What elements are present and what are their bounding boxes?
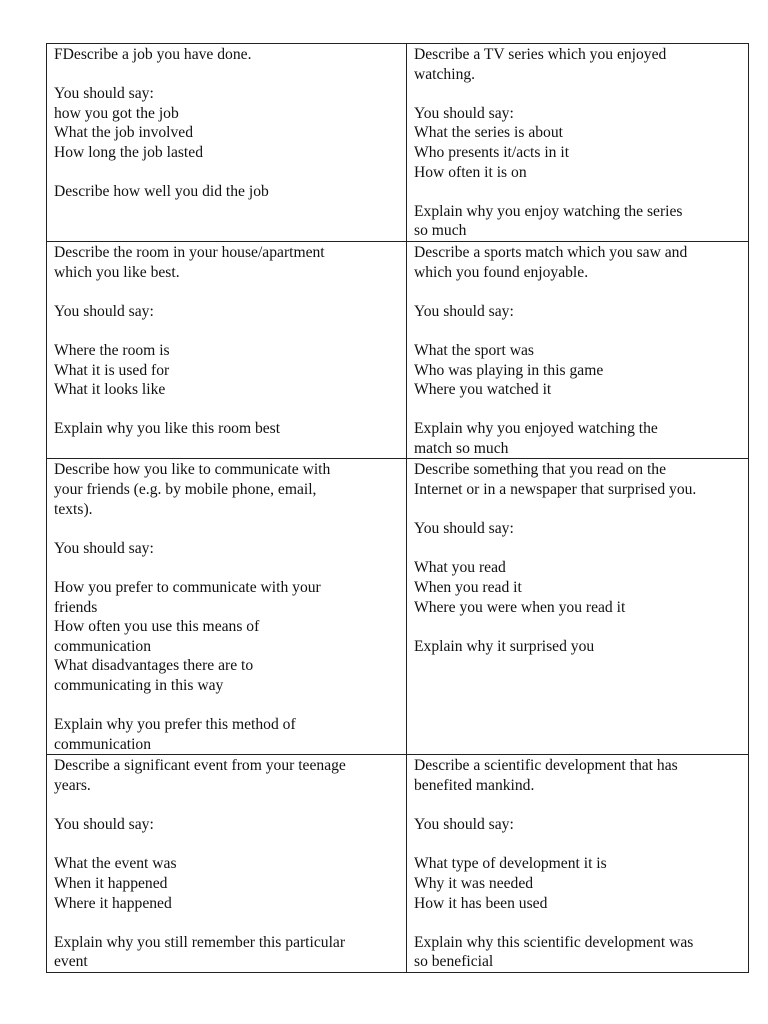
cue-point-line: Why it was needed <box>414 874 534 892</box>
spacer <box>414 282 742 302</box>
spacer <box>414 913 742 933</box>
explain-line: match so much <box>414 439 509 457</box>
cue-point-line: communication <box>54 637 152 655</box>
spacer <box>414 400 742 420</box>
topic-card <box>407 755 749 973</box>
spacer <box>54 913 400 933</box>
topic-card <box>47 755 407 973</box>
topic-cards-table <box>46 43 749 973</box>
spacer <box>54 519 400 539</box>
explain-line: Explain why you enjoyed watching the <box>414 420 658 438</box>
spacer <box>54 282 400 302</box>
cue-point-line: What the job involved <box>54 124 194 142</box>
explain-line: Explain why you still remember this particular <box>54 933 346 951</box>
card-row <box>47 241 749 459</box>
should-say-label: You should say: <box>54 539 154 557</box>
card-title-line: watching. <box>414 65 476 83</box>
explain-line: Explain why this scientific development was <box>414 933 694 951</box>
cue-point-line: How it has been used <box>414 894 548 912</box>
card-title-line: Describe a TV series which you enjoyed <box>414 46 667 63</box>
spacer <box>54 321 400 341</box>
explain-line: Describe how well you did the job <box>54 183 269 201</box>
card-title-line: Describe a scientific development that has <box>414 757 678 775</box>
spacer <box>414 321 742 341</box>
card-title-line: years. <box>54 776 91 794</box>
card-title-line: Describe something that you read on the <box>414 461 667 479</box>
cue-point-line: When it happened <box>54 874 168 892</box>
card-title-line: Describe the room in your house/apartment <box>54 243 325 261</box>
spacer <box>54 400 400 420</box>
topic-card <box>407 44 749 242</box>
cue-point-line: Where it happened <box>54 894 172 912</box>
cue-point-line: Who presents it/acts in it <box>414 143 570 161</box>
card-title-line: your friends (e.g. by mobile phone, email, <box>54 481 317 499</box>
spacer <box>414 84 742 104</box>
should-say-label: You should say: <box>414 104 514 122</box>
cue-point-line: how you got the job <box>54 104 179 122</box>
card-title-line: Describe how you like to communicate with <box>54 461 331 479</box>
cue-point-line: How often it is on <box>414 163 527 181</box>
card-title-line: Describe a significant event from your teenage <box>54 757 346 775</box>
spacer <box>54 796 400 816</box>
card-row <box>47 755 749 973</box>
topic-card <box>407 459 749 755</box>
should-say-label: You should say: <box>54 85 154 103</box>
card-title-line: which you found enjoyable. <box>414 263 589 281</box>
topic-card <box>407 241 749 459</box>
spacer <box>54 163 400 183</box>
cue-point-line: Where you watched it <box>414 381 552 399</box>
spacer <box>414 182 742 202</box>
explain-line: Explain why it surprised you <box>414 637 595 655</box>
topic-cards-body <box>47 44 749 973</box>
cue-point-line: What you read <box>414 559 506 577</box>
cue-point-line: Where you were when you read it <box>414 598 626 616</box>
spacer <box>54 696 400 716</box>
card-title-line: Describe a sports match which you saw and <box>414 243 688 261</box>
spacer <box>414 500 742 520</box>
should-say-label: You should say: <box>54 816 154 834</box>
explain-line: Explain why you like this room best <box>54 420 281 438</box>
explain-line: event <box>54 953 88 971</box>
card-title-line: which you like best. <box>54 263 180 281</box>
cue-point-line: What the sport was <box>414 341 534 359</box>
should-say-label: You should say: <box>54 302 154 320</box>
topic-card <box>47 44 407 242</box>
should-say-label: You should say: <box>414 816 514 834</box>
card-title-line: Internet or in a newspaper that surprised you. <box>414 481 697 499</box>
cue-point-line: Where the room is <box>54 341 170 359</box>
cue-point-line: How long the job lasted <box>54 143 203 161</box>
should-say-label: You should say: <box>414 302 514 320</box>
cue-point-line: What the series is about <box>414 124 563 142</box>
explain-line: so beneficial <box>414 953 494 971</box>
spacer <box>414 539 742 559</box>
spacer <box>414 796 742 816</box>
card-row <box>47 44 749 242</box>
topic-card <box>47 241 407 459</box>
explain-line: so much <box>414 222 467 240</box>
explain-line: Explain why you prefer this method of <box>54 716 296 734</box>
cue-point-line: What it looks like <box>54 381 166 399</box>
cue-point-line: How you prefer to communicate with your <box>54 579 321 597</box>
topic-card <box>47 459 407 755</box>
cue-point-line: Who was playing in this game <box>414 361 604 379</box>
cue-point-line: communicating in this way <box>54 677 224 694</box>
explain-line: Explain why you enjoy watching the series <box>414 202 683 220</box>
spacer <box>414 617 742 637</box>
spacer <box>54 558 400 578</box>
cue-point-line: How often you use this means of <box>54 618 260 636</box>
explain-line: communication <box>54 735 152 753</box>
card-title-line: FDescribe a job you have done. <box>54 46 252 63</box>
cue-point-line: When you read it <box>414 579 522 597</box>
card-row <box>47 459 749 755</box>
spacer <box>54 835 400 855</box>
card-title-line: benefited mankind. <box>414 776 535 794</box>
cue-point-line: What type of development it is <box>414 855 607 873</box>
cue-point-line: friends <box>54 598 98 616</box>
spacer <box>414 835 742 855</box>
cue-point-line: What it is used for <box>54 361 170 379</box>
spacer <box>54 65 400 85</box>
cue-point-line: What the event was <box>54 855 177 873</box>
should-say-label: You should say: <box>414 520 514 538</box>
card-title-line: texts). <box>54 500 93 518</box>
cue-point-line: What disadvantages there are to <box>54 657 254 675</box>
